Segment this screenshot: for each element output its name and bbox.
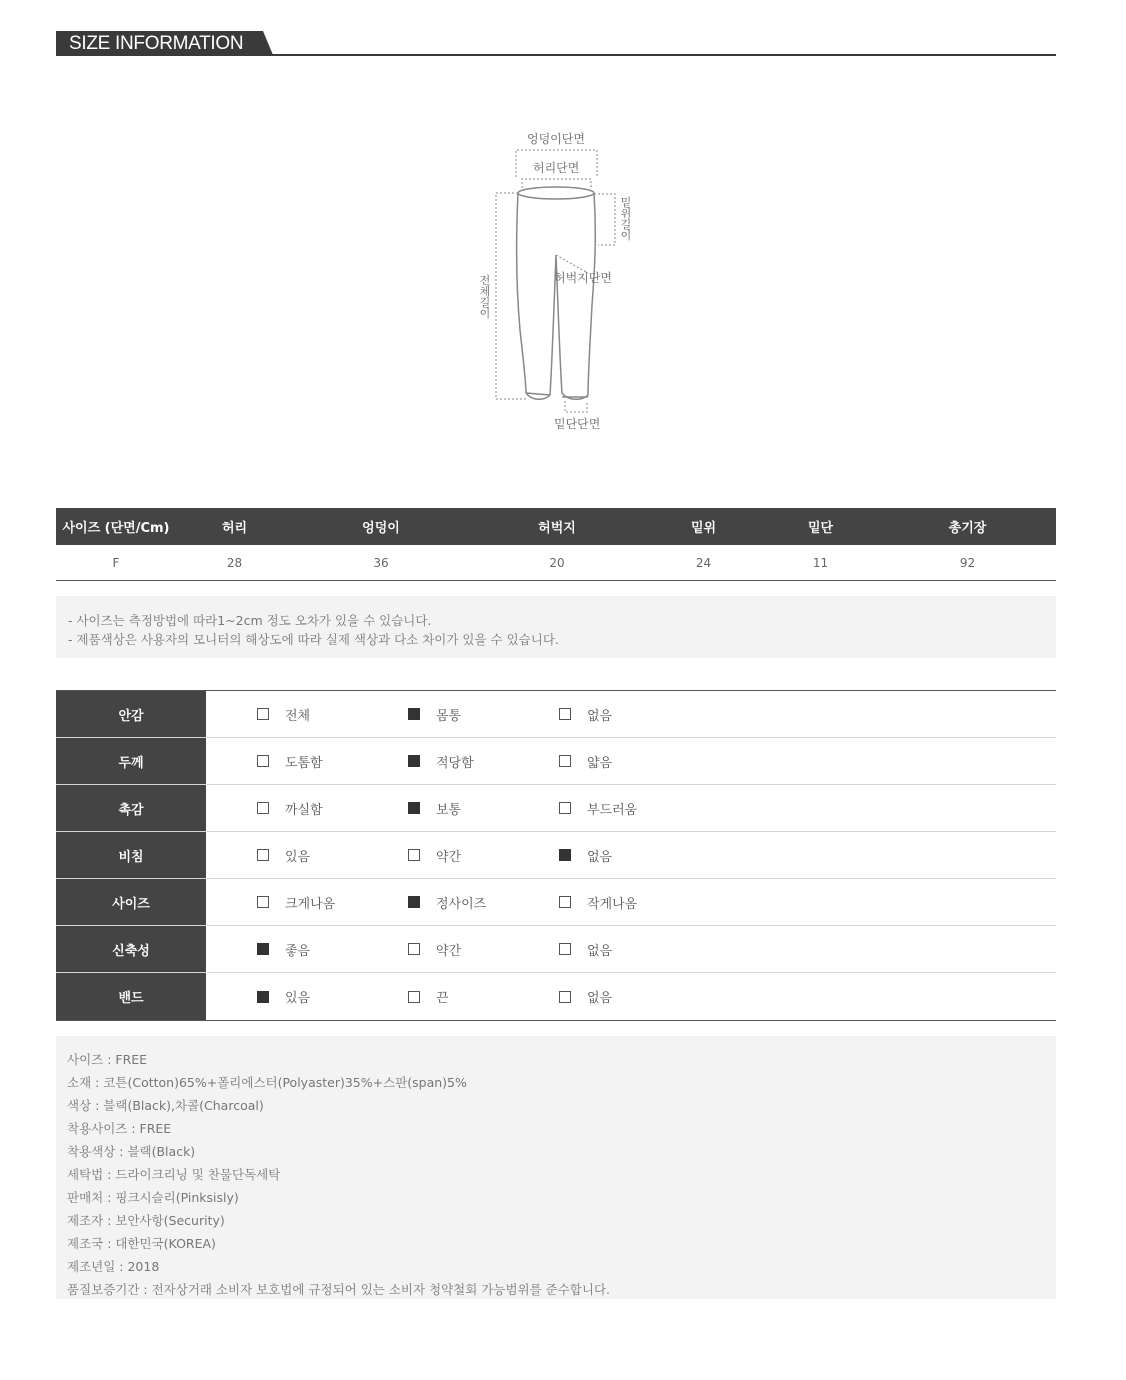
waist-label: 허리단면 <box>533 161 580 175</box>
attribute-option <box>408 691 461 737</box>
info-line: 색상 : 블랙(Black),차콜(Charcoal) <box>67 1098 264 1113</box>
total-length-label: 전체길이 <box>479 274 491 320</box>
option-label: 몸통 <box>436 708 462 724</box>
attribute-label: 두께 <box>56 738 206 784</box>
attribute-option <box>408 785 461 831</box>
unchecked-box-icon <box>257 708 269 720</box>
option-label: 부드러움 <box>587 802 638 818</box>
section-title: SIZE INFORMATION <box>69 33 244 54</box>
rise-label: 밑위길이 <box>620 196 632 242</box>
size-table-header <box>56 508 1056 545</box>
hem-label: 밑단단면 <box>554 417 601 431</box>
unchecked-box-icon <box>257 849 269 861</box>
unchecked-box-icon <box>559 991 571 1003</box>
attribute-option <box>257 973 310 1020</box>
attribute-option <box>257 879 335 925</box>
unchecked-box-icon <box>257 755 269 767</box>
option-label: 없음 <box>587 849 613 865</box>
attribute-row <box>56 832 1056 879</box>
info-line: 사이즈 : FREE <box>67 1052 148 1067</box>
info-line: 판매처 : 핑크시슬리(Pinksisly) <box>67 1190 239 1205</box>
option-label: 없음 <box>587 708 613 724</box>
notice-line: - 제품색상은 사용자의 모니터의 해상도에 따라 실제 색상과 다소 차이가 있을 수 있습니다. <box>68 632 559 647</box>
option-label: 있음 <box>285 991 311 1006</box>
col-header: 총기장 <box>879 508 1056 545</box>
col-header: 허벅지 <box>469 508 645 545</box>
attribute-row <box>56 691 1056 738</box>
option-label: 도톰함 <box>285 755 323 771</box>
attribute-option <box>408 926 461 972</box>
option-label: 없음 <box>587 943 613 959</box>
product-info <box>56 1036 1056 1299</box>
table-cell: 92 <box>879 545 1056 581</box>
unchecked-box-icon <box>408 943 420 955</box>
notice-line: - 사이즈는 측정방법에 따라1~2cm 정도 오차가 있을 수 있습니다. <box>68 613 432 628</box>
unchecked-box-icon <box>408 991 420 1003</box>
checked-box-icon <box>257 991 269 1003</box>
hip-label: 엉덩이단면 <box>527 132 585 146</box>
info-line: 제조자 : 보안사항(Security) <box>67 1213 225 1228</box>
attribute-option <box>559 832 612 878</box>
option-label: 있음 <box>285 849 311 865</box>
table-cell: 20 <box>469 545 645 581</box>
attribute-label: 촉감 <box>56 785 206 831</box>
attribute-option <box>257 926 310 972</box>
info-line: 착용사이즈 : FREE <box>67 1121 172 1136</box>
section-header <box>56 31 1056 56</box>
info-line: 제조국 : 대한민국(KOREA) <box>67 1236 216 1251</box>
attribute-label: 안감 <box>56 691 206 737</box>
table-row <box>56 545 1056 581</box>
option-label: 약간 <box>436 849 462 865</box>
unchecked-box-icon <box>559 755 571 767</box>
attribute-option <box>559 926 612 972</box>
attribute-option <box>257 738 323 784</box>
pants-measurement-diagram <box>470 125 640 440</box>
option-label: 약간 <box>436 943 462 959</box>
option-label: 적당함 <box>436 755 474 771</box>
option-label: 정사이즈 <box>436 896 487 912</box>
unchecked-box-icon <box>257 896 269 908</box>
option-label: 까실함 <box>285 802 323 818</box>
attribute-row <box>56 926 1056 973</box>
option-label: 크게나옴 <box>285 896 336 912</box>
attribute-option <box>408 738 474 784</box>
attribute-row <box>56 785 1056 832</box>
option-label: 없음 <box>587 991 613 1006</box>
attribute-row <box>56 738 1056 785</box>
thigh-label: 허벅지단면 <box>554 271 612 285</box>
table-cell: 24 <box>645 545 762 581</box>
unchecked-box-icon <box>559 943 571 955</box>
fabric-attribute-table <box>56 690 1056 1021</box>
col-header: 허리 <box>176 508 293 545</box>
attribute-option <box>559 691 612 737</box>
option-label: 끈 <box>436 991 449 1006</box>
checked-box-icon <box>408 708 420 720</box>
attribute-label: 밴드 <box>56 973 206 1020</box>
attribute-label: 비침 <box>56 832 206 878</box>
col-header: 밑위 <box>645 508 762 545</box>
checked-box-icon <box>559 849 571 861</box>
col-header: 사이즈 (단면/Cm) <box>56 508 176 545</box>
unchecked-box-icon <box>408 849 420 861</box>
attribute-row <box>56 879 1056 926</box>
attribute-option <box>257 832 310 878</box>
unchecked-box-icon <box>559 708 571 720</box>
info-line: 품질보증기간 : 전자상거래 소비자 보호법에 규정되어 있는 소비자 청약철회 가능범위를 준수합니다. <box>67 1282 610 1297</box>
checked-box-icon <box>408 896 420 908</box>
checked-box-icon <box>408 755 420 767</box>
attribute-label: 신축성 <box>56 926 206 972</box>
attribute-option <box>408 879 486 925</box>
size-notice <box>56 596 1056 658</box>
unchecked-box-icon <box>257 802 269 814</box>
option-label: 얇음 <box>587 755 613 771</box>
option-label: 전체 <box>285 708 311 724</box>
size-table <box>56 508 1056 581</box>
checked-box-icon <box>257 943 269 955</box>
attribute-row <box>56 973 1056 1020</box>
attribute-option <box>559 738 612 784</box>
table-cell: 28 <box>176 545 293 581</box>
col-header: 엉덩이 <box>293 508 469 545</box>
info-line: 착용색상 : 블랙(Black) <box>67 1144 196 1159</box>
unchecked-box-icon <box>559 896 571 908</box>
attribute-option <box>257 691 310 737</box>
info-line: 제조년일 : 2018 <box>67 1259 160 1274</box>
info-line: 소재 : 코튼(Cotton)65%+폴리에스터(Polyaster)35%+스판(span)5% <box>67 1075 467 1090</box>
attribute-option <box>408 832 461 878</box>
option-label: 좋음 <box>285 943 311 959</box>
table-cell: 36 <box>293 545 469 581</box>
info-line: 세탁법 : 드라이크리닝 및 찬물단독세탁 <box>67 1167 281 1182</box>
unchecked-box-icon <box>559 802 571 814</box>
checked-box-icon <box>408 802 420 814</box>
option-label: 작게나옴 <box>587 896 638 912</box>
header-rule <box>56 54 1056 56</box>
col-header: 밑단 <box>762 508 879 545</box>
attribute-option <box>257 785 323 831</box>
attribute-option <box>559 879 637 925</box>
attribute-label: 사이즈 <box>56 879 206 925</box>
option-label: 보통 <box>436 802 462 818</box>
attribute-option <box>559 973 612 1020</box>
table-cell: 11 <box>762 545 879 581</box>
attribute-option <box>559 785 637 831</box>
table-cell: F <box>56 545 176 581</box>
attribute-option <box>408 973 449 1020</box>
